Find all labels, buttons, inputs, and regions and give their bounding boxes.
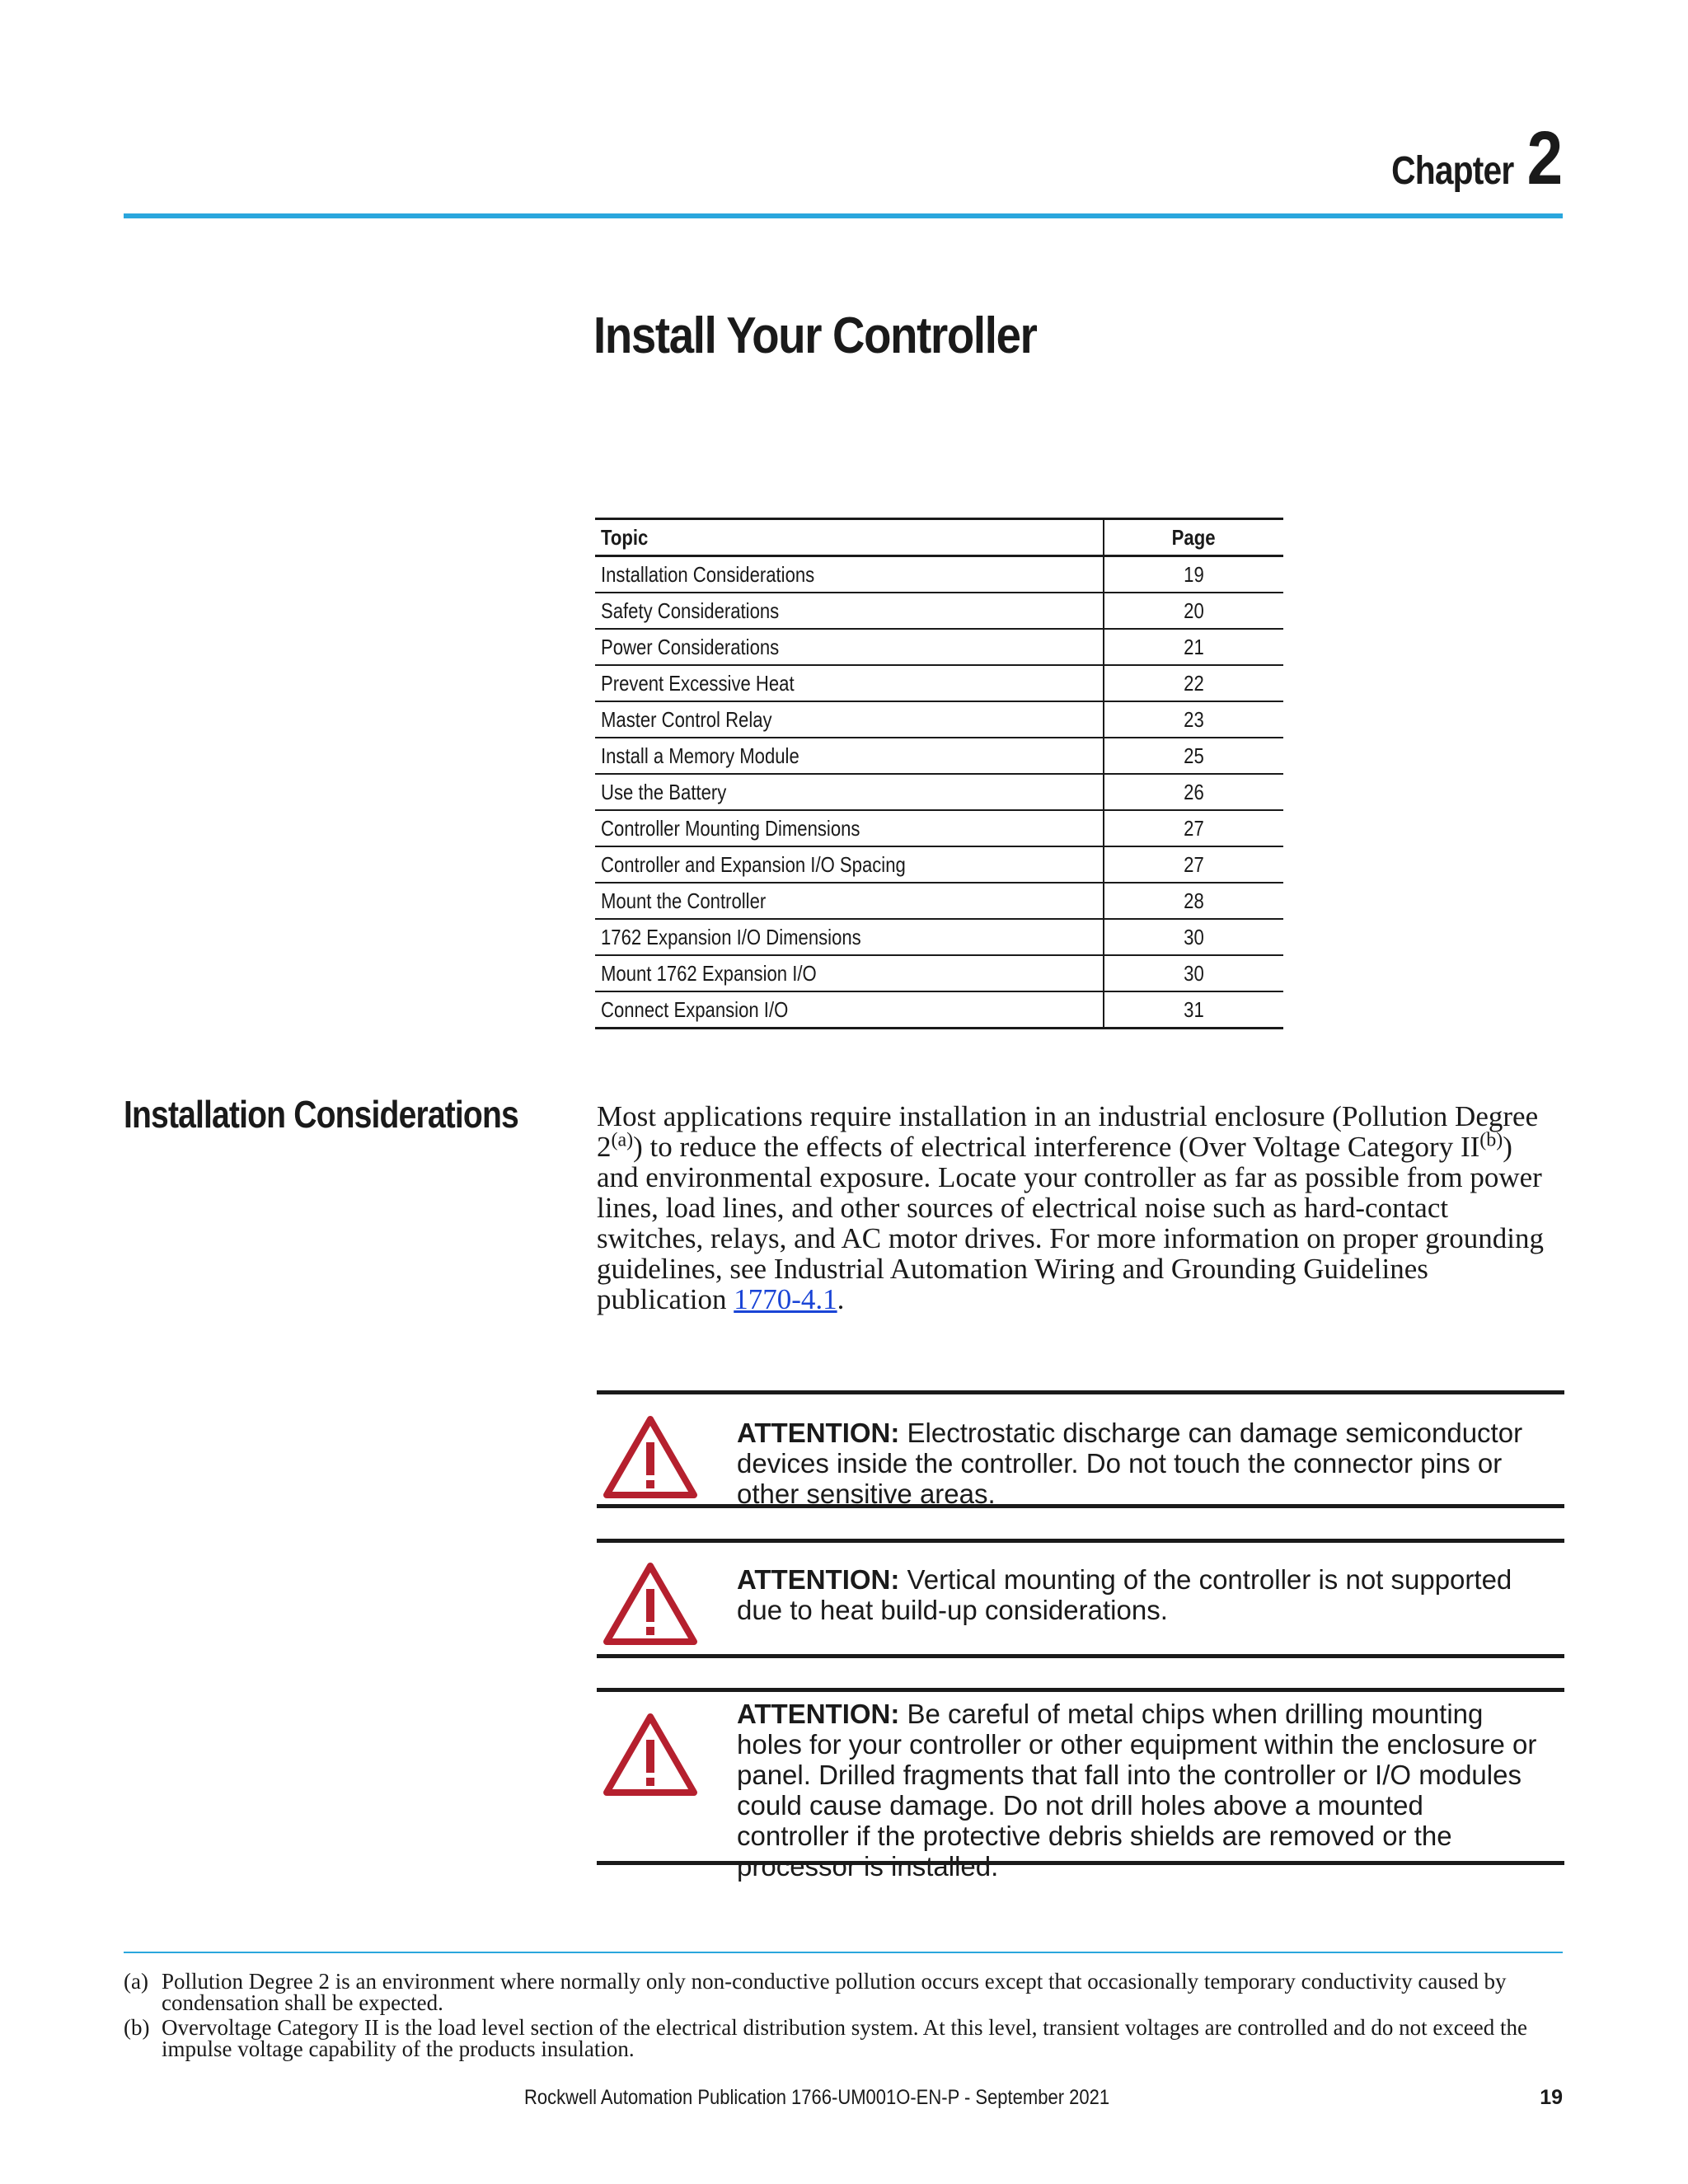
table-row — [595, 810, 1283, 846]
warning-icon — [600, 1710, 701, 1799]
page-number: 19 — [1540, 2086, 1563, 2109]
warning-icon — [600, 1559, 701, 1648]
attention-box — [597, 1688, 1564, 1882]
footnote-ref-b: (b) — [1479, 1129, 1503, 1151]
table-row — [595, 991, 1283, 1029]
topic-cell: 1762 Expansion I/O Dimensions — [595, 919, 1104, 955]
table-row — [595, 556, 1283, 593]
topic-cell: Safety Considerations — [595, 593, 1104, 629]
footnote-ref-a: (a) — [611, 1129, 634, 1151]
page-title: Install Your Controller — [593, 307, 1037, 364]
attention-text: ATTENTION: Electrostatic discharge can damage semiconductor devices inside the controller. Do not touch the connector pins or other sensitive areas. — [737, 1418, 1523, 1509]
footnote-b: (b) Overvoltage Category II is the load level section of the electrical distribution system. At this level, transient voltages are controlled and do not exceed the impulse voltage capability of the products insulation. — [124, 2015, 1527, 2061]
topic-cell: Controller and Expansion I/O Spacing — [595, 846, 1104, 883]
footnote-divider — [124, 1952, 1563, 1953]
table-row — [595, 883, 1283, 919]
page-cell: 20 — [1104, 593, 1283, 629]
table-row — [595, 701, 1283, 738]
publication-info: Rockwell Automation Publication 1766-UM001O-EN-P - September 2021 — [524, 2086, 1110, 2109]
section-heading: Installation Considerations — [124, 1093, 518, 1136]
page-cell: 23 — [1104, 701, 1283, 738]
chapter-word: Chapter — [1391, 149, 1514, 193]
table-row — [595, 955, 1283, 991]
topic-cell: Mount 1762 Expansion I/O — [595, 955, 1104, 991]
warning-icon — [600, 1413, 701, 1502]
page-cell: 26 — [1104, 774, 1283, 810]
topic-cell: Master Control Relay — [595, 701, 1104, 738]
publication-link[interactable]: 1770-4.1 — [734, 1283, 837, 1315]
attention-box — [597, 1539, 1564, 1658]
chapter-number: 2 — [1526, 116, 1563, 200]
table-row — [595, 665, 1283, 701]
table-row — [595, 774, 1283, 810]
topic-cell: Installation Considerations — [595, 556, 1104, 593]
chapter-label — [1370, 115, 1563, 202]
topic-cell: Install a Memory Module — [595, 738, 1104, 774]
page-cell: 30 — [1104, 919, 1283, 955]
table-row — [595, 919, 1283, 955]
page-cell: 21 — [1104, 629, 1283, 665]
topic-table-header — [595, 519, 1283, 556]
topic-column-header: Topic — [595, 519, 1104, 556]
table-row — [595, 738, 1283, 774]
attention-text: ATTENTION: Vertical mounting of the controller is not supported due to heat build-up considerations. — [737, 1564, 1512, 1625]
topic-cell: Prevent Excessive Heat — [595, 665, 1104, 701]
attention-box — [597, 1390, 1564, 1508]
table-row — [595, 846, 1283, 883]
page-cell: 31 — [1104, 991, 1283, 1029]
topic-cell: Power Considerations — [595, 629, 1104, 665]
intro-paragraph: Most applications require installation in an industrial enclosure (Pollution Degree 2$^{(a)}$) to reduce the effects of electrical interference (Over Voltage Category II$^{(b)}$) and environmental exposure. Locate your controller as far as possible from power lines, load lines, and other sources of electrical noise such as hard-contact switches, relays, and AC motor drives. For more information on proper grounding guidelines, see Industrial Automation Wiring and Grounding Guidelines publication 1770-4.1. — [597, 1100, 1544, 1315]
footnotes — [124, 1971, 1563, 2063]
topic-cell: Use the Battery — [595, 774, 1104, 810]
table-row — [595, 629, 1283, 665]
page-cell: 27 — [1104, 810, 1283, 846]
page-cell: 22 — [1104, 665, 1283, 701]
page-cell: 28 — [1104, 883, 1283, 919]
page-cell: 27 — [1104, 846, 1283, 883]
topic-table — [595, 518, 1283, 1029]
topic-cell: Connect Expansion I/O — [595, 991, 1104, 1029]
table-row — [595, 593, 1283, 629]
topic-cell: Mount the Controller — [595, 883, 1104, 919]
attention-text: ATTENTION: Be careful of metal chips when drilling mounting holes for your controller or other equipment within the enclosure or panel. Drilled fragments that fall into the controller or I/O modules could cause damage. Do not drill holes above a mounted controller if the protective debris shields are removed or the processor is installed. — [737, 1699, 1537, 1882]
footnote-a: (a) Pollution Degree 2 is an environment where normally only non-conductive pollution occurs except that occasionally temporary conductivity caused by condensation shall be expected. — [124, 1969, 1507, 2015]
topic-cell: Controller Mounting Dimensions — [595, 810, 1104, 846]
page-cell: 25 — [1104, 738, 1283, 774]
page-cell: 19 — [1104, 556, 1283, 593]
chapter-divider — [124, 213, 1563, 218]
page-cell: 30 — [1104, 955, 1283, 991]
page-column-header: Page — [1104, 519, 1283, 556]
